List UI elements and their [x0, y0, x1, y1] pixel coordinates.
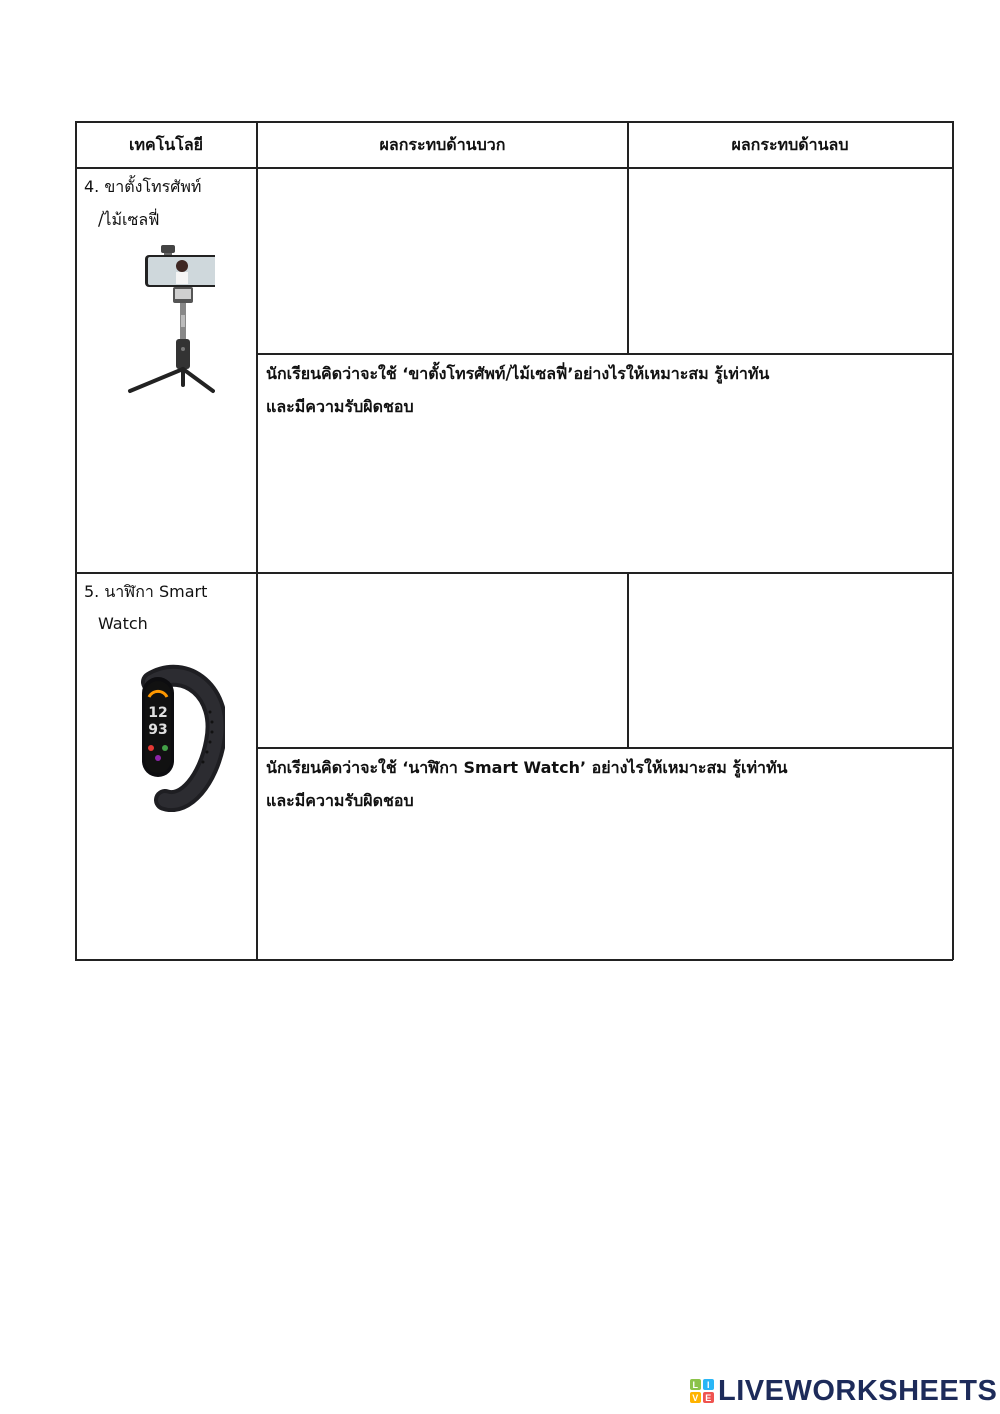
table-border-left	[75, 121, 77, 960]
row4-label-line2: /ไม้เซลฟี่	[98, 210, 160, 229]
table-border-right	[952, 121, 954, 960]
row5-prompt-line1: นักเรียนคิดว่าจะใช้ ‘นาฬิกา Smart Watch’ อย่างไรให้เหมาะสม รู้เท่าทัน	[266, 758, 788, 777]
row5-label-line2: Watch	[98, 614, 148, 633]
row4-column-divider	[627, 167, 629, 354]
logo-squares-icon: L I V E	[690, 1379, 714, 1403]
row4-label-line1: 4. ขาตั้งโทรศัพท์	[84, 177, 202, 196]
table-border-bottom	[75, 959, 953, 961]
selfie-stick-tripod-icon	[120, 245, 215, 395]
row4-prompt-line1: นักเรียนคิดว่าจะใช้ ‘ขาตั้งโทรศัพท์/ไม้เซลฟี่’อย่างไรให้เหมาะสม รู้เท่าทัน	[266, 364, 770, 383]
row-divider	[75, 572, 953, 574]
row5-prompt-line2: และมีความรับผิดชอบ	[266, 791, 414, 810]
header-positive-impact: ผลกระทบด้านบวก	[379, 135, 506, 154]
svg-text:12: 12	[148, 705, 168, 721]
row4-prompt-line2: และมีความรับผิดชอบ	[266, 397, 414, 416]
header-negative-impact: ผลกระทบด้านลบ	[731, 135, 849, 154]
row4-answer-divider	[257, 353, 953, 355]
smart-watch-band-icon	[130, 662, 225, 812]
liveworksheets-logo	[690, 1374, 997, 1408]
logo-text: LIVEWORKSHEETS	[718, 1374, 998, 1407]
header-technology: เทคโนโลยี	[128, 135, 204, 154]
row5-label-line1: 5. นาฬิกา Smart	[84, 582, 208, 601]
tech-column-divider	[256, 121, 258, 960]
row5-answer-divider	[257, 747, 953, 749]
row5-column-divider	[627, 572, 629, 748]
svg-text:93: 93	[148, 722, 168, 738]
